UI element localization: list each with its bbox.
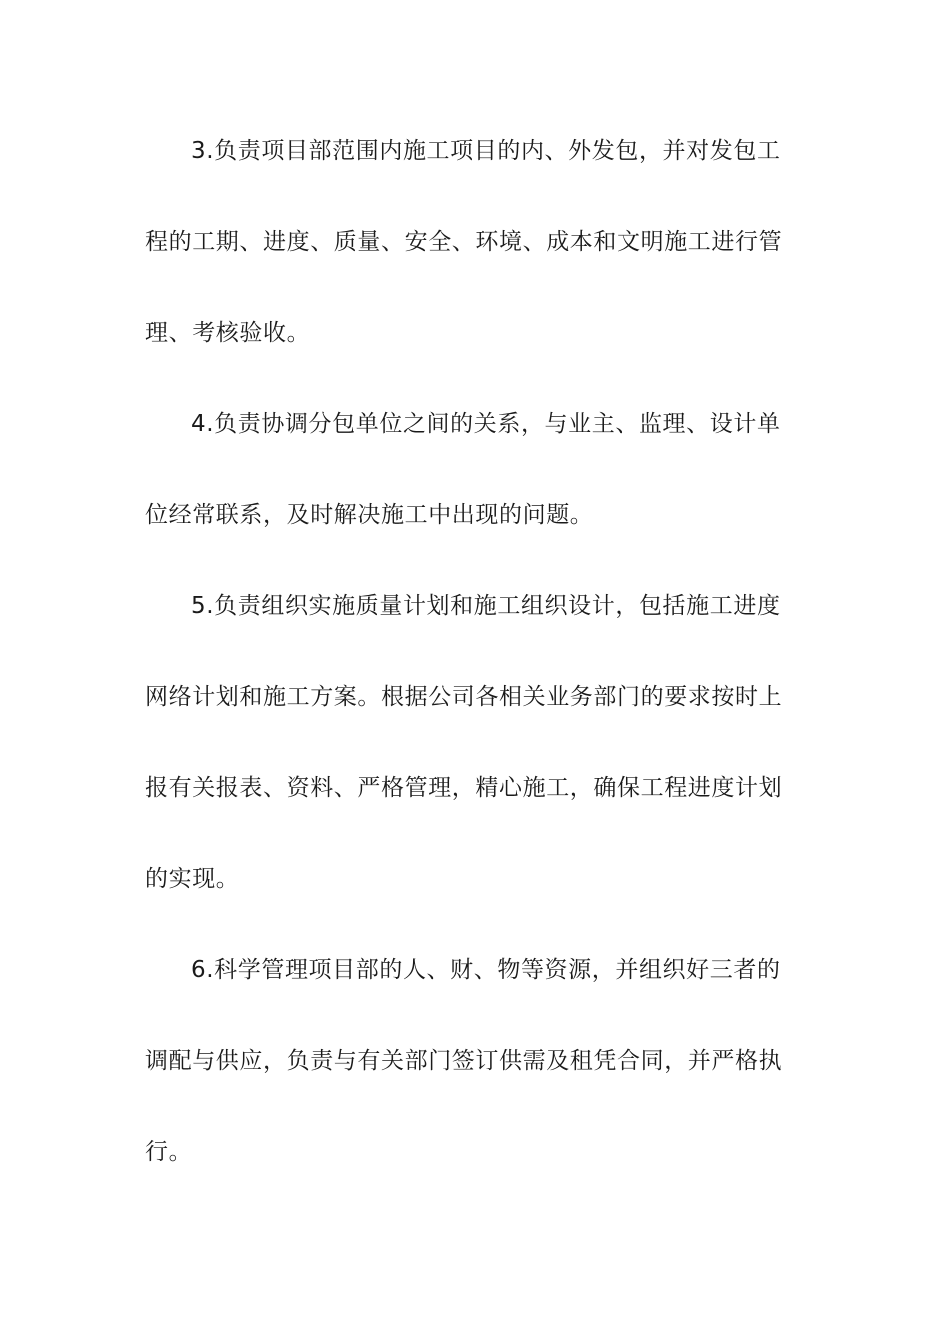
- paragraph-3-line-3: 理、考核验收。: [145, 320, 311, 346]
- paragraph-5-line-3: 报有关报表、资料、严格管理，精心施工，确保工程进度计划: [145, 775, 783, 801]
- paragraph-6-line-1: 6.科学管理项目部的人、财、物等资源，并组织好三者的: [191, 957, 781, 983]
- paragraph-6-line-2: 调配与供应，负责与有关部门签订供需及租凭合同，并严格执: [145, 1048, 783, 1074]
- paragraph-3-line-2: 程的工期、进度、质量、安全、环境、成本和文明施工进行管: [145, 229, 783, 255]
- paragraph-3-line-1: 3.负责项目部范围内施工项目的内、外发包，并对发包工: [191, 138, 781, 164]
- paragraph-5-line-1: 5.负责组织实施质量计划和施工组织设计，包括施工进度: [191, 593, 781, 619]
- paragraph-4-line-2: 位经常联系，及时解决施工中出现的问题。: [145, 502, 594, 528]
- paragraph-4-line-1: 4.负责协调分包单位之间的关系，与业主、监理、设计单: [191, 411, 781, 437]
- paragraph-5-line-4: 的实现。: [145, 866, 240, 892]
- paragraph-6-line-3: 行。: [145, 1139, 193, 1165]
- paragraph-5-line-2: 网络计划和施工方案。根据公司各相关业务部门的要求按时上: [145, 684, 783, 710]
